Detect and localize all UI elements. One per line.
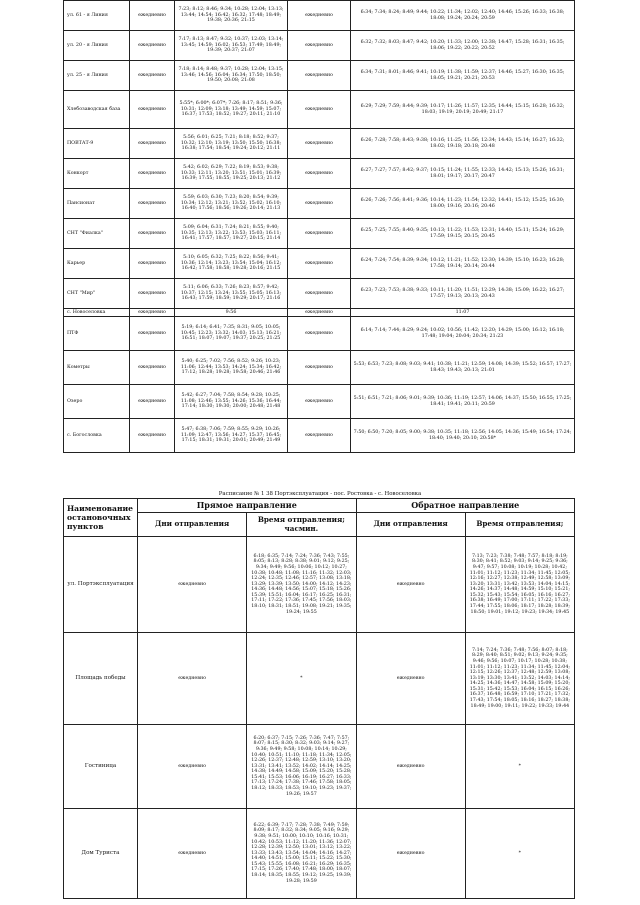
stop-name: с. Новоселовка xyxy=(64,309,130,317)
days-reverse: ежедневно xyxy=(288,1,351,31)
days-reverse: ежедневно xyxy=(288,61,351,91)
times-reverse: 6:14; 7:14; 7:44; 8:29; 9:24; 10:02; 10:56; 11:42; 12:20; 14:29; 15:00; 16:12; 16:18; 17:48; 19:04; 20:04; 20:34; 21:23 xyxy=(351,317,575,351)
times-forward: * xyxy=(247,633,356,725)
header-time-forward: Время отправления; часмин. xyxy=(247,513,356,537)
stop-name: Хлебозаводская база xyxy=(64,91,130,129)
schedule-table-continuation xyxy=(63,0,575,453)
times-reverse: 7:14; 7:24; 7:36; 7:48; 7:56; 8:07; 8:18; 8:29; 8:40; 8:51; 9:02; 9:13; 9:24; 9:35; 9:46; 9:56; 10:07; 10:17; 10:28; 10:38; 11:01; 11:12; 11:23; 11:34; 11:45; 12:04; 12:15; 12:26; 12:37; 12:48; 12:59; 13:08; 13:19; 13:30; 13:41; 13:52; 14:03; 14:14; 14:25; 14:36; 14:47; 14:58; 15:09; 15:20; 15:31; 15:42; 15:53; 16:04; 16:15; 16:26; 16:37; 16:48; 16:59; 17:10; 17:21; 17:32; 17:43; 17:54; 18:05; 18:16; 18:27; 18:38; 18:49; 19:00; 19:11; 19:22; 19:33; 19:44 xyxy=(465,633,574,725)
days-reverse: ежедневно xyxy=(288,91,351,129)
times-forward: 5:42; 6:27; 7:04; 7:58; 8:54; 9:28; 10:25; 11:08; 12:46; 13:55; 14:26; 15:36; 16:44; 17:14; 18:30; 19:30; 20:00; 20:48; 21:48 xyxy=(175,385,288,419)
days-forward: ежедневно xyxy=(138,537,247,633)
days-reverse: ежедневно xyxy=(288,351,351,385)
times-forward: 5:56; 6:01; 6:25; 7:21; 8:18; 8:52; 9:37; 10:32; 12:10; 13:19; 13:50; 15:50; 16:38; 16:38; 17:54; 18:54; 19:24; 20:12; 21:11 xyxy=(175,129,288,159)
table-row xyxy=(64,725,575,809)
table-row xyxy=(64,419,575,453)
times-reverse: 7:13; 7:23; 7:38; 7:48; 7:57; 8:18; 8:19; 8:30; 8:41; 8:52; 9:03; 9:14; 9:25; 9:36; 9:47; 9:57; 10:08; 10:19; 10:28; 10:42; 11:01; 11:12; 11:23; 11:34; 11:45; 12:05; 12:16; 12:27; 12:38; 12:49; 12:58; 13:09; 13:20; 13:31; 13:42; 13:53; 14:04; 14:15; 14:26; 14:37; 14:48; 14:59; 15:10; 15:21; 15:32; 15:43; 15:54; 16:05; 16:16; 16:27; 16:38; 16:49; 17:00; 17:11; 17:22; 17:33; 17:44; 17:55; 18:06; 18:17; 18:28; 18:39; 18:50; 19:01; 19:12; 19:23; 19:34; 19:45 xyxy=(465,537,574,633)
stop-name: Карьер xyxy=(64,249,130,279)
schedule-caption: Расписание № 1 38 Портэксплуатация - пос. Ростовка - с. Новоселовка xyxy=(218,491,422,497)
times-forward: 5:09; 6:04; 6:31; 7:24; 8:21; 8:55; 9:40; 10:35; 12:13; 13:22; 13:53; 15:03; 16:11; 16:41; 17:57; 18:57; 19:27; 20:15; 21:14 xyxy=(175,219,288,249)
times-reverse: 11:07 xyxy=(351,309,575,317)
stop-name: Гостиница xyxy=(64,725,138,809)
stop-name: ул. Портэксплуатация xyxy=(64,537,138,633)
times-forward: 5:55*; 6:00*; 6:07*; 7:26; 8:17; 8:51; 9:36; 10:31; 12:09; 13:18; 13:49; 14:59; 15:07; 16:37; 17:53; 18:52; 19:27; 20:11; 21:10 xyxy=(175,91,288,129)
table-row xyxy=(64,351,575,385)
days-reverse: ежедневно xyxy=(288,249,351,279)
header-forward: Прямое направление xyxy=(138,499,357,513)
days-forward: ежедневно xyxy=(130,159,175,189)
days-reverse: ежедневно xyxy=(288,219,351,249)
table-row xyxy=(64,219,575,249)
stop-name: ПТФ xyxy=(64,317,130,351)
days-reverse: ежедневно xyxy=(356,725,465,809)
table-row xyxy=(64,633,575,725)
days-forward: ежедневно xyxy=(130,1,175,31)
table-row xyxy=(64,309,575,317)
stop-name: Площадь победы xyxy=(64,633,138,725)
times-forward: 5:11; 6:06; 6:33; 7:26; 8:23; 8:57; 9:42; 10:37; 12:15; 13:24; 13:55; 15:05; 16:13; 16:43; 17:59; 18:59; 19:29; 20:17; 21:16 xyxy=(175,279,288,309)
table-row xyxy=(64,279,575,309)
times-reverse: 6:23; 7:23; 7:53; 8:38; 9:33; 10:11; 11:20; 11:51; 12:29; 14:38; 15:09; 16:22; 16:27; 17:57; 19:13; 20:13; 20:43 xyxy=(351,279,575,309)
header-days-forward: Дни отправления xyxy=(138,513,247,537)
header-row-1 xyxy=(64,499,575,513)
times-reverse: 5:53; 6:53; 7:23; 8:08; 9:03; 9:41; 10:38; 11:21; 12:59; 14:08; 14:39; 15:52; 16:57; 17:27; 18:43; 19:43; 20:13; 21:01 xyxy=(351,351,575,385)
stop-name: Дом Туриста xyxy=(64,809,138,899)
times-reverse: 6:26; 7:26; 7:56; 8:41; 9:36; 10:14; 11:23; 11:54; 12:32; 14:41; 15:12; 15:25; 16:30; 18:00; 19:16; 20:16; 20:46 xyxy=(351,189,575,219)
stop-name: СНТ "Мир" xyxy=(64,279,130,309)
times-forward: 5:40; 6:25; 7:02; 7:56; 8:52; 9:26; 10:23; 11:06; 12:44; 13:53; 14:24; 15:34; 16:42; 17:12; 18:28; 19:28; 19:58; 20:46; 21:46 xyxy=(175,351,288,385)
times-reverse: 6:34; 7:31; 8:01; 8:46; 9:41; 10:19; 11:38; 11:59; 12:37; 14:46; 15:27; 16:30; 16:35; 18:05; 19:21; 20:21; 20:53 xyxy=(351,61,575,91)
table-row xyxy=(64,1,575,31)
stop-name: Пансионат xyxy=(64,189,130,219)
days-reverse: ежедневно xyxy=(288,317,351,351)
days-forward: ежедневно xyxy=(130,129,175,159)
header-stops: Наименование остановочных пунктов xyxy=(64,499,138,537)
times-forward: 5:42; 6:02; 6:29; 7:22; 8:19; 8:53; 9:38; 10:33; 12:11; 13:20; 13:51; 15:01; 16:39; 16:39; 17:55; 18:55; 19:25; 20:13; 21:12 xyxy=(175,159,288,189)
days-forward: ежедневно xyxy=(130,31,175,61)
days-forward: ежедневно xyxy=(130,351,175,385)
days-reverse: ежедневно xyxy=(288,279,351,309)
table-row xyxy=(64,189,575,219)
stop-name: Кометры xyxy=(64,351,130,385)
header-reverse: Обратное направление xyxy=(356,499,575,513)
table-row xyxy=(64,159,575,189)
times-forward: 6:22; 6:39; 7:17; 7:28; 7:38; 7:49; 7:59; 8:09; 8:17; 8:32; 8:34; 9:05; 9:16; 9:29; 9:38; 9:51; 10:00; 10:10; 10:16; 10:31; 10:42; 10:53; 11:12; 11:20; 11:36; 12:07; 12:28; 12:39; 12:50; 13:01; 13:12; 13:22; 13:33; 13:43; 13:54; 14:04; 14:16; 14:27; 14:40; 14:51; 15:00; 15:11; 15:22; 15:30; 15:43; 15:55; 16:08; 16:21; 16:29; 16:35; 17:15; 17:26; 17:40; 17:48; 18:00; 18:07; 18:14; 18:35; 18:55; 19:12; 19:25; 19:39; 19:28; 19:59 xyxy=(247,809,356,899)
times-forward: 7:17; 8:13; 8:47; 9:32; 10:37; 12:03; 13:14; 13:45; 14:59; 16:02; 16:53; 17:49; 18:49; 19:39; 20:37; 21:07 xyxy=(175,31,288,61)
times-reverse: 6:29; 7:29; 7:59; 8:44; 9:39; 10:17; 11:26; 11:57; 12:35; 14:44; 15:15; 16:28; 16:32; 18:03; 19:19; 20:19; 20:49; 21:17 xyxy=(351,91,575,129)
times-forward: 6:20; 6:37; 7:15; 7:26; 7:36; 7:47; 7:57; 8:07; 8:15; 8:30; 8:32; 9:03; 9:14; 9:27; 9:36; 9:49; 9:58; 10:08; 10:14; 10:29; 10:40; 10:51; 11:10; 11:18; 11:34; 12:05; 12:26; 12:37; 12:48; 12:59; 13:10; 13:20; 13:31; 13:41; 13:52; 14:02; 14:14; 14:25; 14:38; 14:49; 14:58; 15:09; 15:20; 15:28; 15:41; 15:53; 16:06; 16:19; 16:27; 16:33; 17:13; 17:24; 17:38; 17:46; 17:58; 18:05; 18:12; 18:33; 18:53; 19:10; 19:23; 19:37; 19:26; 19:57 xyxy=(247,725,356,809)
times-forward: 5:47; 6:38; 7:06; 7:59; 8:55; 9:29; 10:26; 11:09; 12:47; 13:56; 14:27; 15:37; 16:45; 17:15; 18:31; 19:31; 20:01; 20:49; 21:49 xyxy=(175,419,288,453)
times-reverse: 6:24; 7:24; 7:54; 8:39; 9:34; 10:12; 11:21; 11:52; 12:30; 14:39; 15:10; 16:23; 16:28; 17:58; 19:14; 20:14; 20:44 xyxy=(351,249,575,279)
table-row xyxy=(64,31,575,61)
stop-name: ул. 20 - я Линия xyxy=(64,31,130,61)
days-reverse: ежедневно xyxy=(356,809,465,899)
stop-name: ул. 25 - я Линия xyxy=(64,61,130,91)
days-reverse: ежедневно xyxy=(288,419,351,453)
days-forward: ежедневно xyxy=(130,309,175,317)
times-reverse: * xyxy=(465,809,574,899)
times-reverse: 6:32; 7:32; 8:03; 8:47; 9:42; 10:20; 11:33; 12:00; 12:38; 14:47; 15:28; 16:31; 16:35; 18:06; 19:22; 20:22; 20:52 xyxy=(351,31,575,61)
table-row xyxy=(64,61,575,91)
days-forward: ежедневно xyxy=(138,725,247,809)
stop-name: ПОВТАТ-9 xyxy=(64,129,130,159)
times-reverse: 5:51; 6:51; 7:21; 8:06; 9:01; 9:39; 10:36; 11:19; 12:57; 14:06; 14:37; 15:50; 16:55; 17:25; 18:41; 19:41; 20:11; 20:59 xyxy=(351,385,575,419)
table-row xyxy=(64,317,575,351)
days-reverse: ежедневно xyxy=(288,129,351,159)
table-row xyxy=(64,91,575,129)
stop-name: Озеро xyxy=(64,385,130,419)
times-forward: 7:23; 8:12; 8:46; 9:34; 10:28; 12:04; 13:13; 13:44; 14:54; 16:42; 16:32; 17:48; 18:49; 19:38; 20:36; 21:15 xyxy=(175,1,288,31)
times-reverse: 6:34; 7:34; 8:24; 8:49; 9:44; 10:22; 11:34; 12:02; 12:40; 14:46; 15:26; 16:33; 16:38; 18:08; 19:24; 20:24; 20:59 xyxy=(351,1,575,31)
days-reverse: ежедневно xyxy=(288,189,351,219)
header-time-reverse: Время отправления; xyxy=(465,513,574,537)
times-forward: 7:18; 8:14; 8:48; 9:37; 10:28; 12:04; 13:15; 13:46; 14:56; 16:04; 16:34; 17:50; 18:50; 19:50; 20:08; 21:08 xyxy=(175,61,288,91)
days-forward: ежедневно xyxy=(130,219,175,249)
days-forward: ежедневно xyxy=(130,91,175,129)
times-reverse: 6:27; 7:27; 7:57; 8:42; 9:37; 10:15; 11:24; 11:55; 12:33; 14:42; 15:13; 15:26; 16:31; 18:01; 19:17; 20:17; 20:47 xyxy=(351,159,575,189)
stop-name: СНТ "Фиалка" xyxy=(64,219,130,249)
times-forward: 6:18; 6:35; 7:14; 7:24; 7:36; 7:43; 7:55; 8:05; 8:13; 8:28; 8:38; 9:01; 9:12; 9:25; 9:34; 9:49; 9:56; 10:06; 10:12; 10:27; 10:38; 10:48; 11:08; 11:16; 11:32; 12:03; 12:24; 12:35; 12:46; 12:57; 13:08; 13:18; 13:29; 13:39; 13:50; 14:00; 14:12; 14:23; 14:36; 14:48; 14:56; 15:07; 15:18; 15:26; 15:39; 15:51; 16:04; 16:17; 16:25; 16:31; 17:11; 17:22; 17:36; 17:45; 17:56; 18:03; 18:10; 18:31; 18:51; 19:08; 19:21; 19:35; 19:24; 19:55 xyxy=(247,537,356,633)
times-forward: 5:10; 6:05; 6:32; 7:25; 8:22; 8:56; 9:41; 10:36; 12:14; 13:23; 13:54; 15:04; 16:12; 16:42; 17:58; 18:58; 19:28; 20:16; 21:15 xyxy=(175,249,288,279)
days-reverse: ежедневно xyxy=(288,31,351,61)
times-reverse: 6:26; 7:28; 7:58; 8:43; 9:38; 10:16; 11:25; 11:56; 12:34; 14:43; 15:14; 16:27; 16:32; 18:02; 19:18; 20:18; 20:48 xyxy=(351,129,575,159)
stop-name: ул. 61 - я Линия xyxy=(64,1,130,31)
days-forward: ежедневно xyxy=(138,633,247,725)
table-row xyxy=(64,129,575,159)
days-forward: ежедневно xyxy=(138,809,247,899)
times-reverse: 7:50; 6:50; 7:20; 8:05; 9:00; 9:38; 10:35; 11:18; 12:56; 14:05; 14:36; 15:49; 16:54; 17:24; 18:40; 19:40; 20:10; 20:58* xyxy=(351,419,575,453)
days-reverse: ежедневно xyxy=(288,159,351,189)
table-row xyxy=(64,385,575,419)
days-forward: ежедневно xyxy=(130,385,175,419)
days-forward: ежедневно xyxy=(130,249,175,279)
table-row xyxy=(64,537,575,633)
header-row-2 xyxy=(64,513,575,537)
days-reverse: ежедневно xyxy=(288,309,351,317)
days-forward: ежедневно xyxy=(130,61,175,91)
stop-name: Конкорт xyxy=(64,159,130,189)
days-forward: ежедневно xyxy=(130,419,175,453)
days-forward: ежедневно xyxy=(130,317,175,351)
table-row xyxy=(64,809,575,899)
header-days-reverse: Дни отправления xyxy=(356,513,465,537)
times-forward: 9:56 xyxy=(175,309,288,317)
times-forward: 5:59; 6:03; 6:30; 7:23; 8:20; 8:54; 9:39; 10:34; 12:12; 13:21; 13:52; 15:02; 16:10; 16:40; 17:56; 18:56; 19:26; 20:14; 21:13 xyxy=(175,189,288,219)
days-forward: ежедневно xyxy=(130,189,175,219)
stop-name: с. Богословка xyxy=(64,419,130,453)
times-reverse: 6:25; 7:25; 7:55; 8:40; 9:35; 10:13; 11:22; 11:53; 12:31; 14:40; 15:11; 15:24; 16:29; 17:59; 19:15; 20:15; 20:45 xyxy=(351,219,575,249)
times-forward: 5:19; 6:14; 6:41; 7:35; 8:31; 9:05; 10:05; 10:45; 12:23; 13:32; 14:03; 15:13; 16:21; 16:51; 18:07; 19:07; 19:37; 20:25; 21:25 xyxy=(175,317,288,351)
table-row xyxy=(64,249,575,279)
days-reverse: ежедневно xyxy=(356,633,465,725)
days-forward: ежедневно xyxy=(130,279,175,309)
days-reverse: ежедневно xyxy=(356,537,465,633)
schedule-table-route-138 xyxy=(63,498,575,899)
times-reverse: * xyxy=(465,725,574,809)
days-reverse: ежедневно xyxy=(288,385,351,419)
